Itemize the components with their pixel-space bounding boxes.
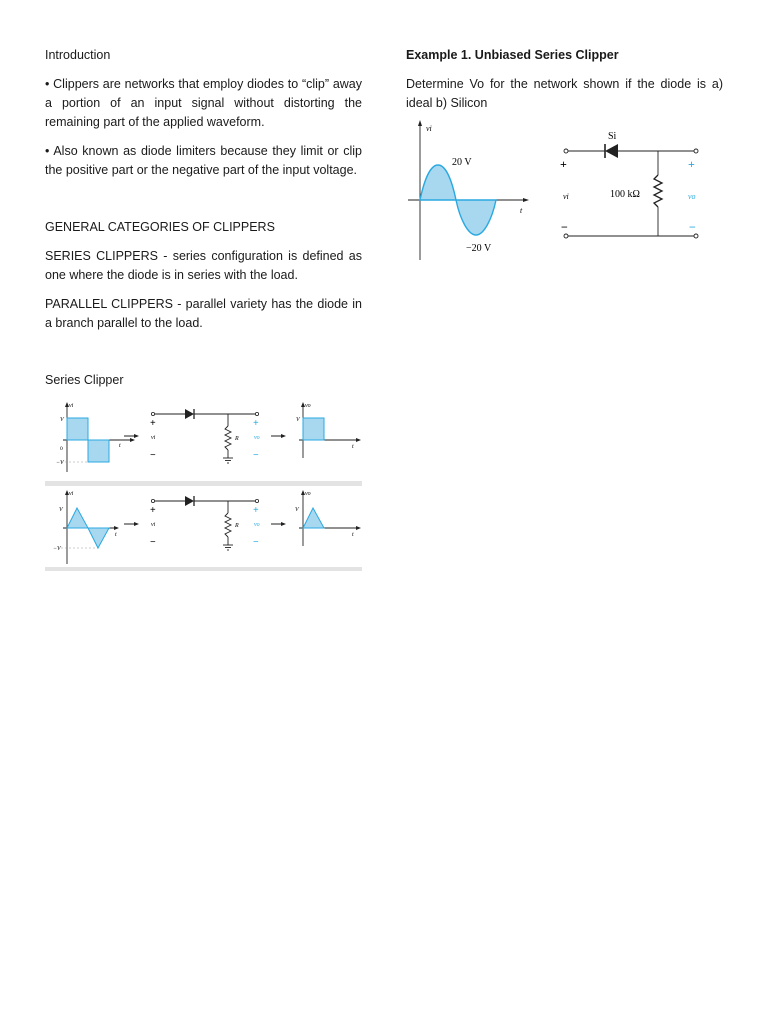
right-column <box>406 46 723 265</box>
left-column <box>45 46 362 572</box>
v-label-2: V <box>59 507 63 513</box>
plus-input: + <box>150 418 156 429</box>
categories-heading: GENERAL CATEGORIES OF CLIPPERS <box>45 220 275 234</box>
plus-vi: + <box>560 157 567 171</box>
v-out-label-2: V <box>295 507 299 513</box>
parallel-clippers-definition: PARALLEL CLIPPERS - parallel variety has the diode in a branch parallel to the load. <box>45 297 362 330</box>
intro-heading: Introduction <box>45 48 111 62</box>
vo-axis-label-2: vo <box>305 491 311 497</box>
diode-icon <box>605 144 618 158</box>
t-axis-label: t <box>520 206 523 215</box>
bullet-limiters: • Also known as diode limiters because they limit or clip the positive part or the negative part of the input voltage. <box>45 144 362 177</box>
sine-positive-half <box>420 165 456 200</box>
t-label-2: t <box>115 532 117 538</box>
example-figure <box>406 115 711 265</box>
minus-output: − <box>253 450 259 461</box>
zero-label: 0 <box>60 446 63 452</box>
vi-circuit-label: vi <box>151 435 156 441</box>
resistor-icon <box>654 175 662 207</box>
vi-label-2: vi <box>69 491 74 497</box>
vo-circuit-label: vo <box>254 435 260 441</box>
plus-output-2: + <box>253 505 259 516</box>
input-neg-half <box>88 440 109 462</box>
example-heading: Example 1. Unbiased Series Clipper <box>406 48 619 62</box>
peak-positive-label: 20 V <box>452 157 472 168</box>
minus-input-2: − <box>150 537 156 548</box>
vi-circuit-label: vi <box>563 192 569 201</box>
r-label-2: R <box>235 523 239 529</box>
minus-output-2: − <box>253 537 259 548</box>
vi-label: vi <box>69 403 74 409</box>
peak-negative-label: −20 V <box>466 243 492 254</box>
vo-circuit-label-2: vo <box>254 522 260 528</box>
example-text: Determine Vo for the network shown if the diode is a) ideal b) Silicon <box>406 77 723 110</box>
plus-output: + <box>253 418 259 429</box>
minus-vo: − <box>689 220 696 234</box>
minus-input: − <box>150 450 156 461</box>
neg-v-label: −V <box>56 460 64 466</box>
v-label: V <box>60 417 64 423</box>
vi-axis-label: vi <box>426 124 432 133</box>
series-clipper-figure <box>45 398 362 572</box>
sine-negative-half <box>456 200 496 235</box>
r-label: R <box>235 436 239 442</box>
output-pos-half <box>303 418 324 440</box>
t-out-label: t <box>352 444 354 450</box>
plus-input-2: + <box>150 505 156 516</box>
diode-si-label: Si <box>608 131 617 142</box>
neg-v-label-2: −V <box>53 546 61 552</box>
v-out-label: V <box>296 417 300 423</box>
t-label: t <box>119 443 121 449</box>
bullet-clippers: • Clippers are networks that employ diodes to “clip” away a portion of an input signal without distorting the remaining part of the applied waveform. <box>45 77 362 129</box>
vo-axis-label: vo <box>305 403 311 409</box>
plus-vo: + <box>688 157 695 171</box>
t-out-label-2: t <box>352 532 354 538</box>
series-clippers-definition: SERIES CLIPPERS - series configuration is defined as one where the diode is in series with the load. <box>45 249 362 282</box>
input-pos-half <box>67 418 88 440</box>
resistor-value-label: 100 kΩ <box>610 189 640 200</box>
series-clipper-heading: Series Clipper <box>45 373 124 387</box>
vi-circuit-label-2: vi <box>151 522 156 528</box>
minus-vi: − <box>561 220 568 234</box>
vo-circuit-label: vo <box>688 192 696 201</box>
